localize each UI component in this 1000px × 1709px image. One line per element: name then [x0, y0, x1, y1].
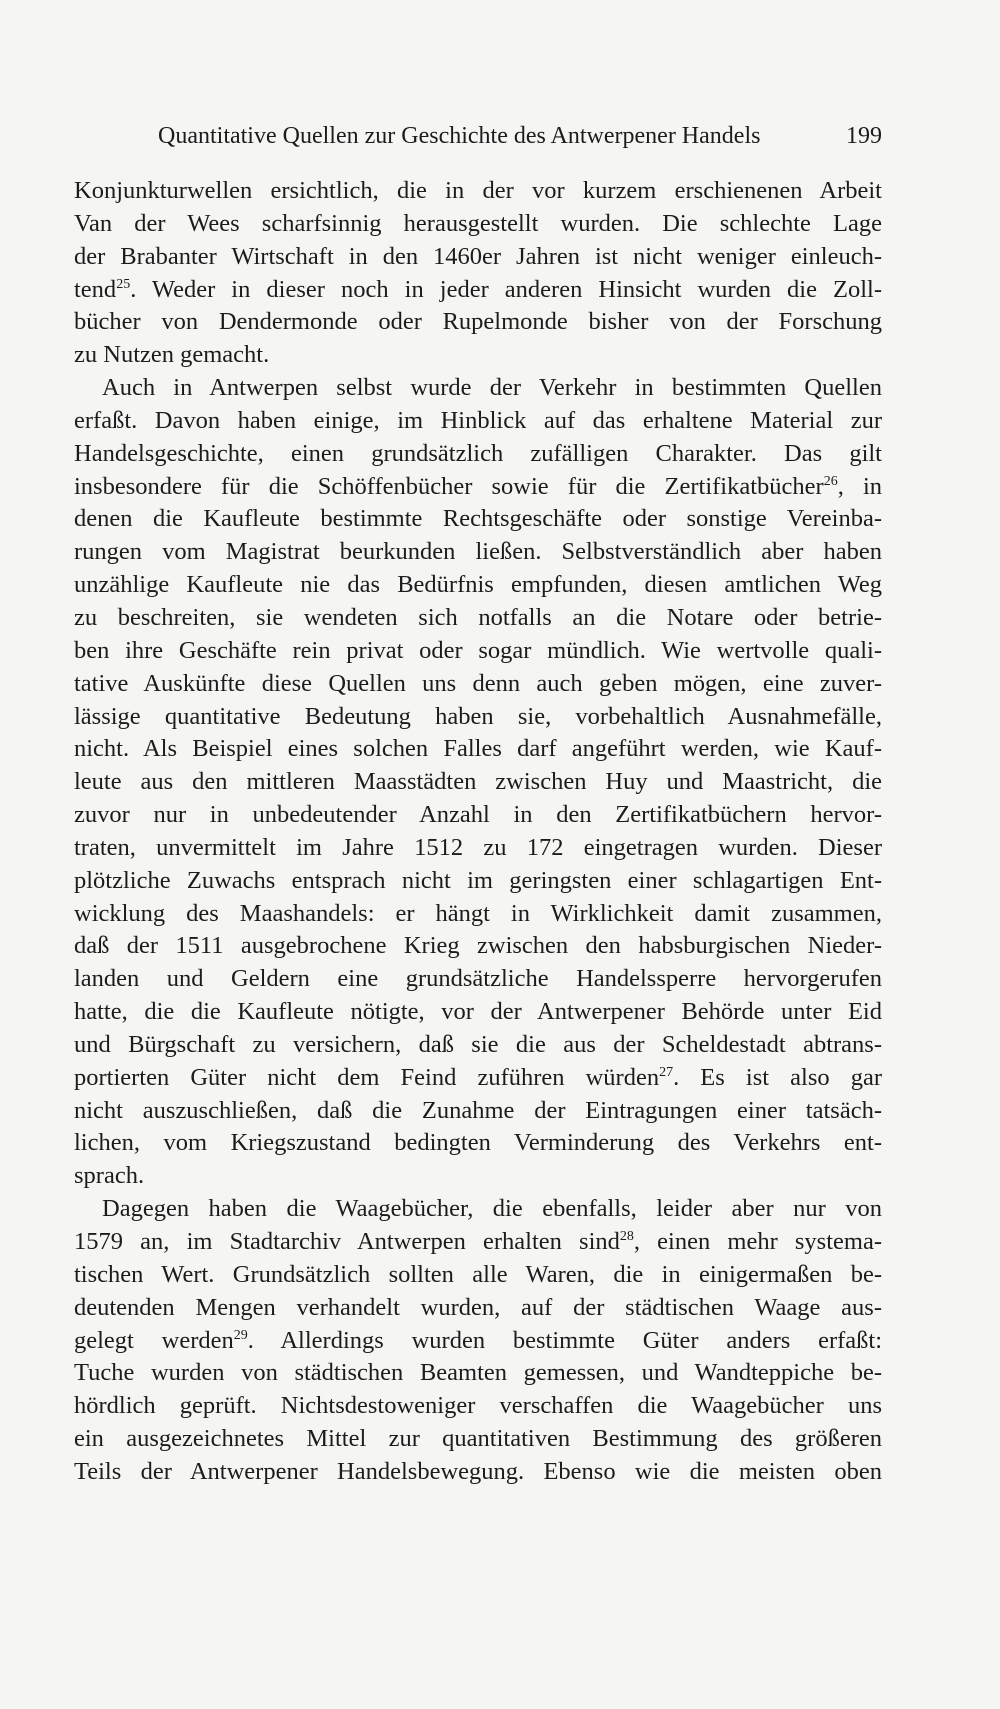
text-line: nicht auszuschließen, daß die Zunahme der Eintragungen einer tatsäch-	[74, 1096, 882, 1124]
text-line: bücher von Dendermonde oder Rupelmonde bisher von der Forschung	[74, 308, 882, 336]
body-text	[74, 175, 882, 1489]
text-line: deutenden Mengen verhandelt wurden, auf der städtischen Waage aus-	[74, 1293, 882, 1321]
text-line: lässige quantitative Bedeutung haben sie, vorbehaltlich Ausnahmefälle,	[74, 702, 882, 730]
text-line: plötzliche Zuwachs entsprach nicht im geringsten einer schlagartigen Ent-	[74, 866, 882, 894]
text-line: ben ihre Geschäfte rein privat oder sogar mündlich. Wie wertvolle quali-	[74, 636, 882, 664]
footnote-ref-26: 26	[823, 473, 838, 489]
text-line: zuvor nur in unbedeutender Anzahl in den Zertifikatbüchern hervor-	[74, 801, 882, 829]
text-line: unzählige Kaufleute nie das Bedürfnis empfunden, diesen amtlichen Weg	[74, 571, 882, 599]
text-line: insbesondere für die Schöffenbücher sowie für die Zertifikatbücher$^{26}$, in	[74, 472, 883, 500]
running-head	[158, 119, 882, 153]
text-line: hatte, die die Kaufleute nötigte, vor der Antwerpener Behörde unter Eid	[74, 998, 882, 1026]
text-line: portierten Güter nicht dem Feind zuführen würden$^{27}$. Es ist also gar	[74, 1063, 882, 1091]
text-line: Konjunkturwellen ersichtlich, die in der vor kurzem erschienenen Arbeit	[74, 177, 882, 204]
running-head-title: Quantitative Quellen zur Geschichte des Antwerpener Handels	[158, 123, 761, 149]
text-line: Tuche wurden von städtischen Beamten gemessen, und Wandteppiche be-	[74, 1359, 882, 1387]
paragraph-start-line: Auch in Antwerpen selbst wurde der Verkehr in bestimmten Quellen	[102, 374, 882, 402]
text-line: hördlich geprüft. Nichtsdestoweniger verschaffen die Waagebücher uns	[74, 1392, 882, 1420]
text-line: tative Auskünfte diese Quellen uns denn auch geben mögen, eine zuver-	[74, 669, 882, 697]
text-line: traten, unvermittelt im Jahre 1512 zu 172 eingetragen wurden. Dieser	[74, 833, 882, 861]
text-line: landen und Geldern eine grundsätzliche Handelssperre hervorgerufen	[74, 965, 882, 993]
text-line: wicklung des Maashandels: er hängt in Wirklichkeit damit zusammen,	[74, 899, 882, 927]
text-line: erfaßt. Davon haben einige, im Hinblick auf das erhaltene Material zur	[74, 406, 882, 434]
page-number: 199	[846, 123, 882, 149]
footnote-ref-28: 28	[619, 1229, 634, 1244]
text-line: Handelsgeschichte, einen grundsätzlich zufälligen Charakter. Das gilt	[74, 439, 882, 467]
text-line: sprach.	[74, 1162, 145, 1190]
text-line: denen die Kaufleute bestimmte Rechtsgeschäfte oder sonstige Vereinba-	[74, 505, 882, 533]
text-line: Van der Wees scharfsinnig herausgestellt wurden. Die schlechte Lage	[74, 209, 882, 237]
text-line: und Bürgschaft zu versichern, daß sie die aus der Scheldestadt abtrans-	[74, 1030, 882, 1058]
text-line: zu Nutzen gemacht.	[74, 341, 270, 369]
text-line: lichen, vom Kriegszustand bedingten Verminderung des Verkehrs ent-	[74, 1129, 882, 1157]
text-line: leute aus den mittleren Maasstädten zwischen Huy und Maastricht, die	[74, 768, 882, 796]
text-line: der Brabanter Wirtschaft in den 1460er Jahren ist nicht weniger einleuch-	[74, 242, 882, 270]
footnote-ref-25: 25	[116, 276, 131, 292]
footnote-ref-27: 27	[659, 1064, 674, 1080]
text-line: gelegt werden$^{29}$. Allerdings wurden bestimmte Güter anders erfaßt:	[74, 1326, 883, 1354]
text-line: tischen Wert. Grundsätzlich sollten alle Waren, die in einigermaßen be-	[74, 1260, 882, 1288]
text-line: Teils der Antwerpener Handelsbewegung. Ebenso wie die meisten oben	[74, 1457, 882, 1485]
text-line: daß der 1511 ausgebrochene Krieg zwischen den habsburgischen Nieder-	[74, 932, 882, 960]
text-line: ein ausgezeichnetes Mittel zur quantitativen Bestimmung des größeren	[74, 1425, 882, 1453]
footnote-ref-29: 29	[233, 1327, 248, 1343]
paragraph-start-line: Dagegen haben die Waagebücher, die ebenfalls, leider aber nur von	[102, 1195, 882, 1223]
text-line: 1579 an, im Stadtarchiv Antwerpen erhalten sind$^{28}$, einen mehr systema-	[74, 1228, 882, 1255]
text-line: zu beschreiten, sie wendeten sich notfalls an die Notare oder betrie-	[74, 603, 882, 631]
text-line: nicht. Als Beispiel eines solchen Falles darf angeführt werden, wie Kauf-	[74, 735, 882, 763]
text-line: tend$^{25}$. Weder in dieser noch in jeder anderen Hinsicht wurden die Zoll-	[74, 275, 882, 303]
text-line: rungen vom Magistrat beurkunden ließen. Selbstverständlich aber haben	[74, 538, 882, 566]
